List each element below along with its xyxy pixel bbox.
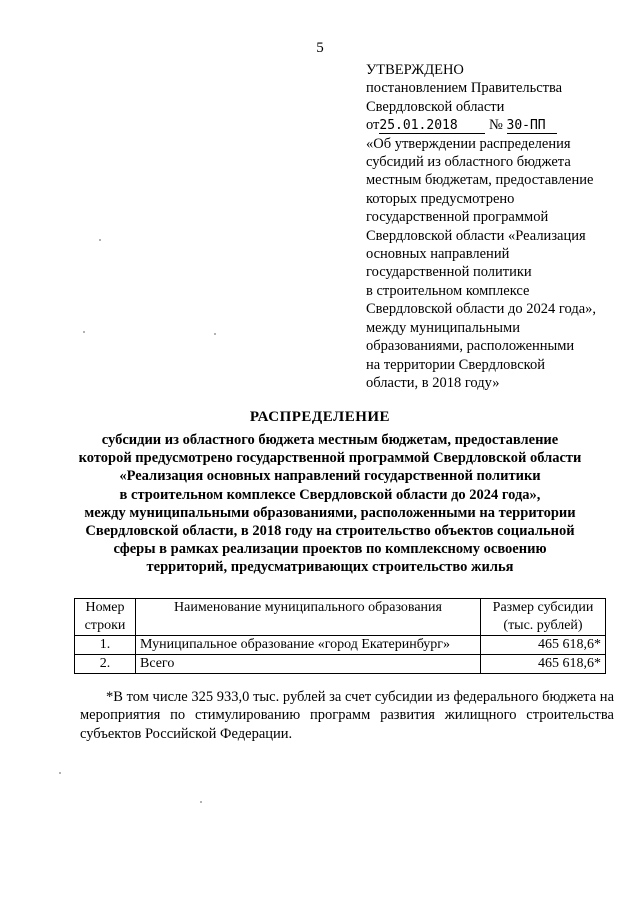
header-name: Наименование муниципального образования [136, 599, 481, 636]
subject-line: государственной политики [366, 264, 532, 281]
date-prefix: от [366, 117, 380, 134]
subject-line: на территории Свердловской [366, 356, 545, 373]
scan-speck [200, 801, 202, 803]
approval-by-line: постановлением Правительства [366, 80, 563, 97]
subject-line: между муниципальными [366, 319, 520, 336]
scan-speck [214, 333, 216, 335]
subtitle-line: между муниципальными образованиями, расположенными на территории [84, 504, 576, 521]
approval-number: 30-ПП [507, 119, 557, 134]
row-name: Муниципальное образование «город Екатеринбург» [136, 636, 481, 655]
subject-line: субсидий из областного бюджета [366, 154, 571, 171]
document-title: РАСПРЕДЕЛЕНИЕ [249, 409, 391, 425]
page-number: 5 [316, 40, 324, 56]
approval-date-line [366, 116, 616, 134]
number-sign: № [489, 117, 503, 134]
header-number: Номер строки [75, 599, 136, 636]
table-row [75, 636, 606, 655]
scan-speck [99, 239, 101, 241]
subject-line: которых предусмотрено [366, 190, 515, 207]
approval-by-line: Свердловской области [366, 98, 505, 115]
subject-line: Свердловской области «Реализация [366, 227, 586, 244]
scan-speck [83, 331, 85, 333]
row-amount: 465 618,6* [481, 636, 606, 655]
subtitle-line: которой предусмотрено государственной программой Свердловской области [78, 450, 582, 467]
approval-date: 25.01.2018 [379, 119, 485, 134]
table-header-row [75, 599, 606, 636]
subtitle-line: сферы в рамках реализации проектов по комплексному освоению [113, 541, 547, 558]
subtitle-line: в строительном комплексе Свердловской области до 2024 года», [119, 486, 541, 503]
table-row [75, 655, 606, 674]
subject-line: области, в 2018 году» [366, 374, 500, 391]
distribution-table [74, 598, 606, 674]
row-number: 1. [75, 636, 136, 655]
subject-line: образованиями, расположенными [366, 338, 575, 355]
footnote: *В том числе 325 933,0 тыс. рублей за счет субсидии из федерального бюджета на мероприятия по стимулированию программ развития жилищного строительства субъектов Российской Федерации. [80, 689, 614, 742]
header-amount: Размер субсидии (тыс. рублей) [481, 599, 606, 636]
row-number: 2. [75, 655, 136, 674]
row-amount: 465 618,6* [481, 655, 606, 674]
subtitle-line: субсидии из областного бюджета местным бюджетам, предоставление [101, 432, 559, 448]
subject-line: местным бюджетам, предоставление [366, 172, 594, 189]
row-name: Всего [136, 655, 481, 674]
subject-line: в строительном комплексе [366, 282, 530, 299]
document-subtitle [60, 431, 600, 577]
subtitle-line: «Реализация основных направлений государственной политики [119, 468, 541, 485]
subtitle-line: территорий, предусматривающих строительство жилья [146, 559, 514, 576]
scan-speck [59, 772, 61, 774]
subject-line: государственной программой [366, 209, 549, 226]
subtitle-line: Свердловской области, в 2018 году на строительство объектов социальной [85, 523, 575, 540]
subject-line: основных направлений [366, 246, 510, 263]
approval-title: УТВЕРЖДЕНО [366, 62, 464, 78]
subject-line: Свердловской области до 2024 года», [366, 301, 597, 318]
approval-block [366, 61, 616, 392]
subject-line: «Об утверждении распределения [366, 135, 571, 152]
